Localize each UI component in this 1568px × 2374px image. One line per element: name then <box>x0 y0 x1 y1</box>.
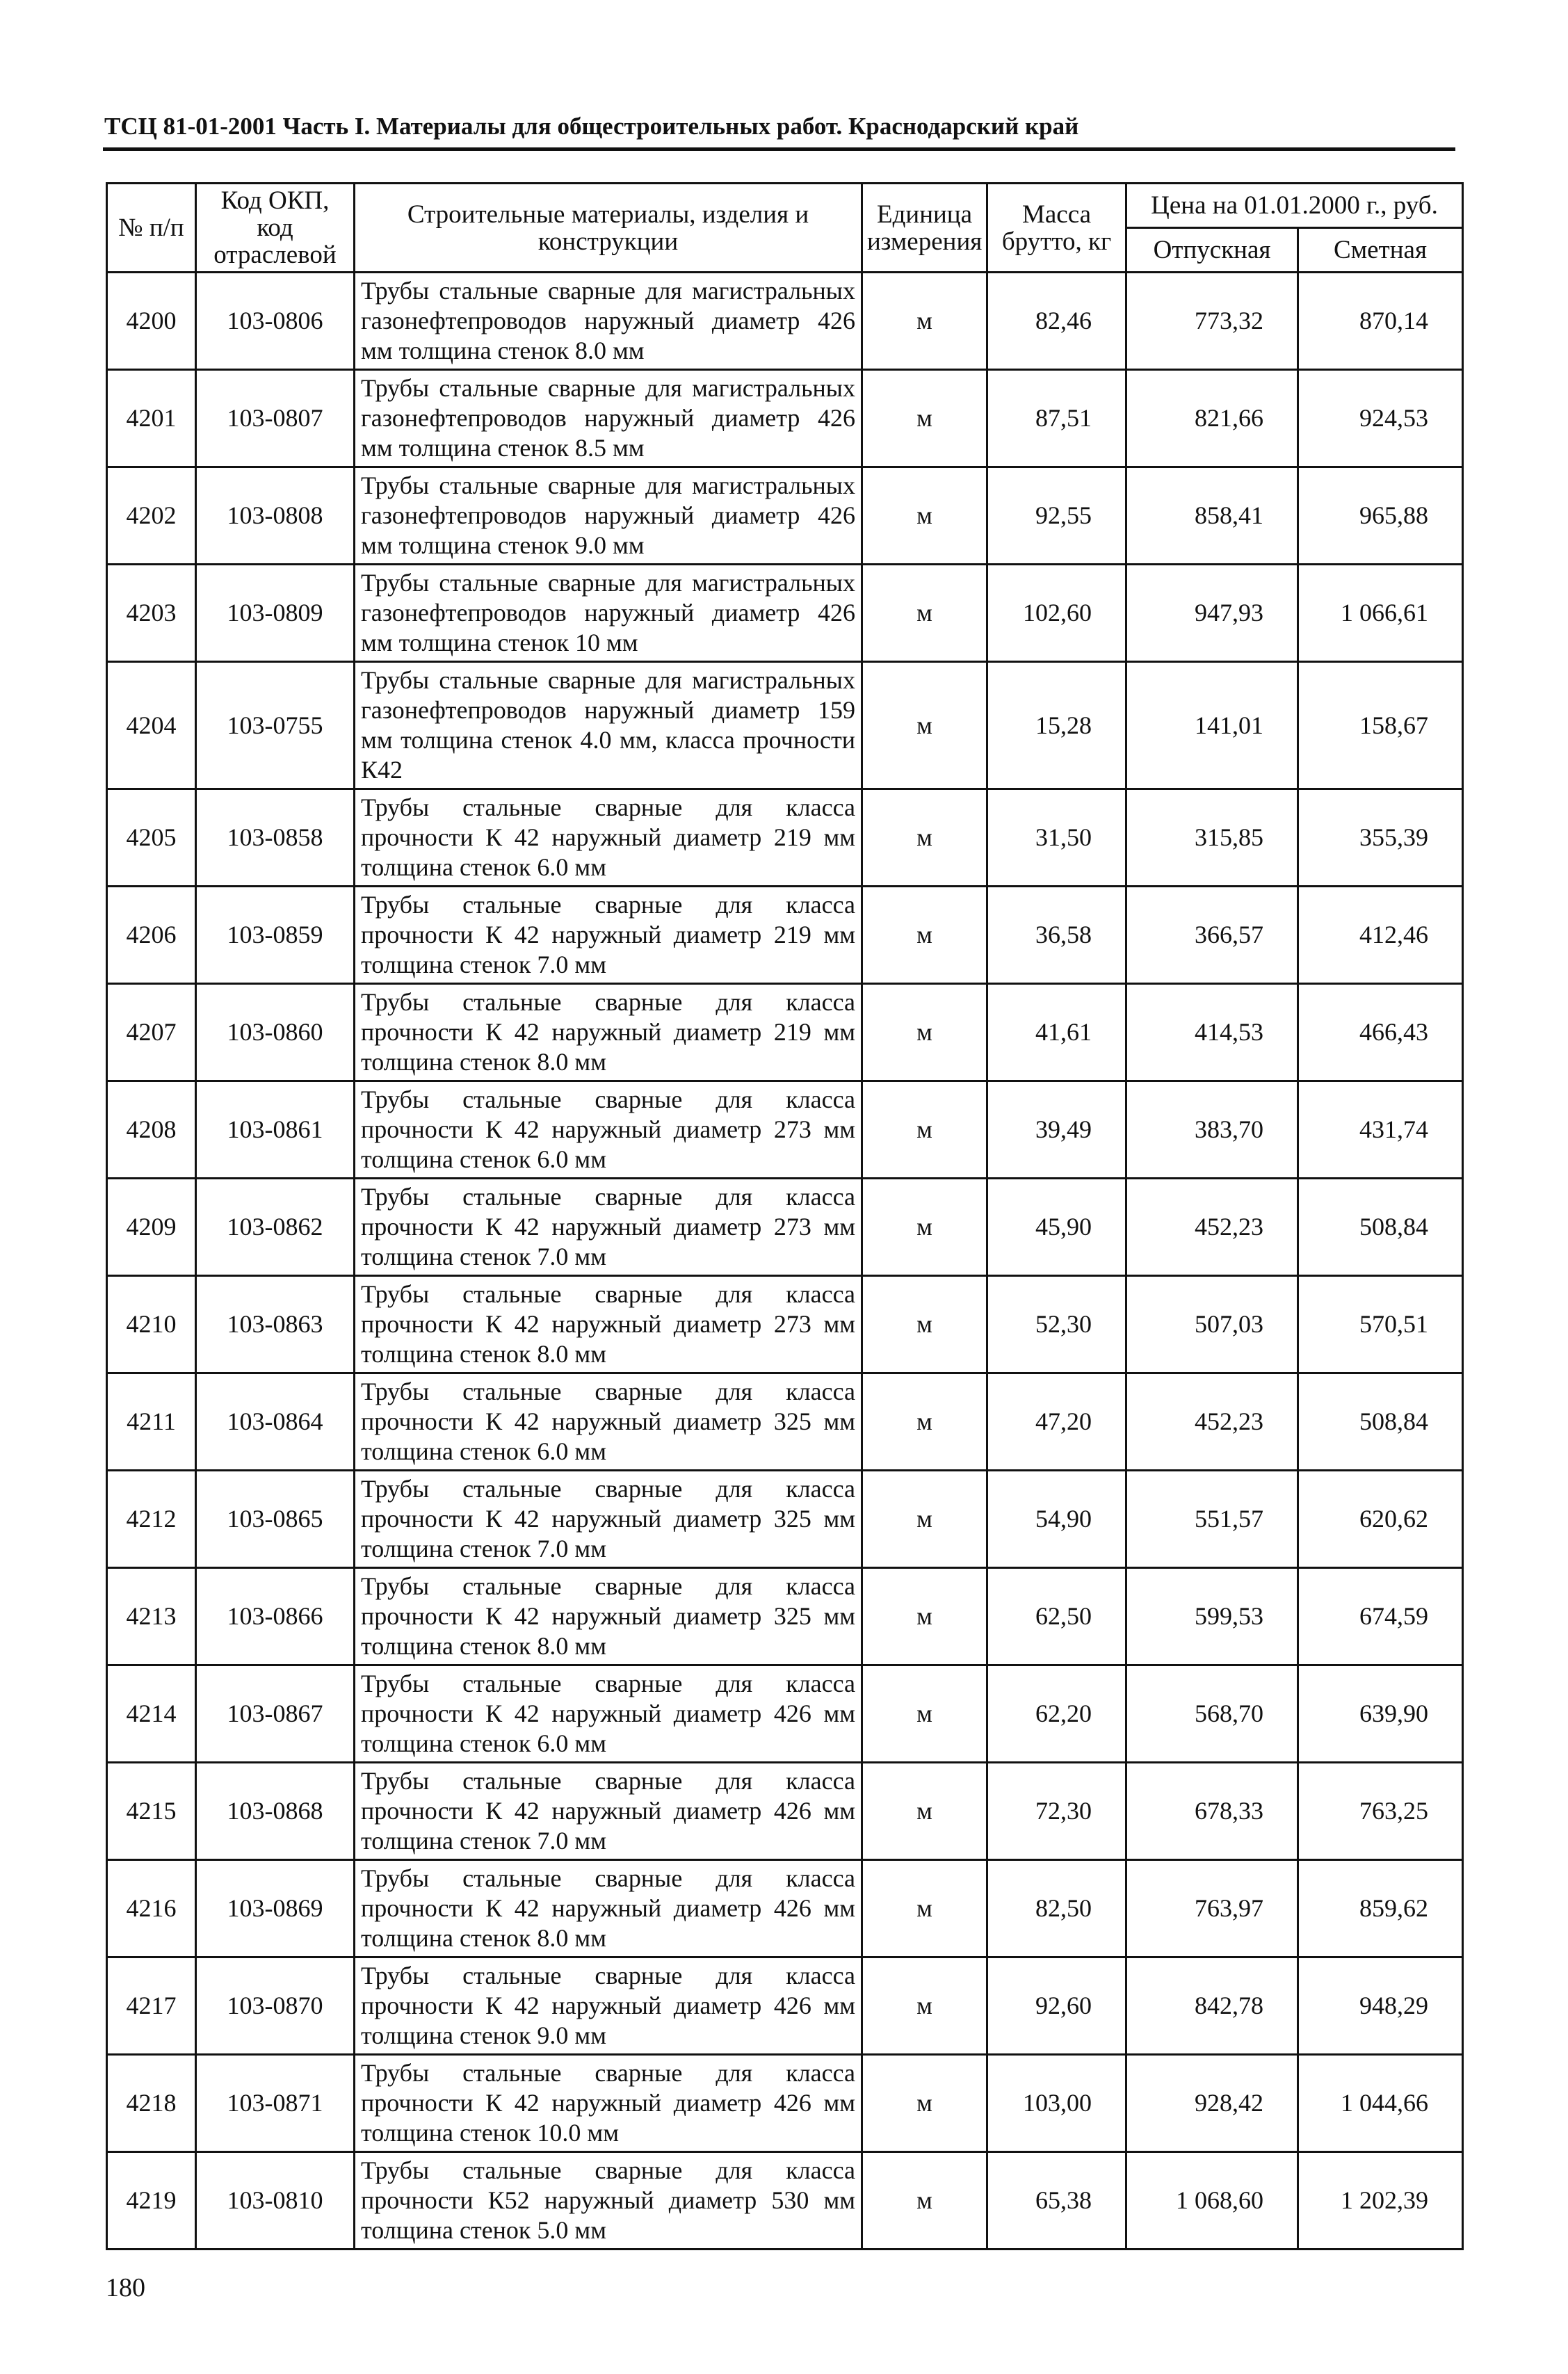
cell-price-estimate: 508,84 <box>1298 1179 1463 1276</box>
price-table <box>106 182 1464 2250</box>
cell-unit: м <box>862 1081 987 1179</box>
col-header-num: № п/п <box>107 184 196 273</box>
cell-price-release: 568,70 <box>1126 1665 1298 1763</box>
cell-price-release: 842,78 <box>1126 1957 1298 2055</box>
cell-num: 4206 <box>107 887 196 984</box>
cell-price-release: 599,53 <box>1126 1568 1298 1665</box>
cell-code: 103-0807 <box>196 370 355 467</box>
cell-price-release: 507,03 <box>1126 1276 1298 1373</box>
table-row <box>107 1471 1463 1568</box>
col-header-price-estimate: Сметная <box>1298 228 1463 273</box>
cell-code: 103-0860 <box>196 984 355 1081</box>
cell-num: 4211 <box>107 1373 196 1471</box>
cell-num: 4218 <box>107 2055 196 2152</box>
cell-num: 4219 <box>107 2152 196 2250</box>
cell-num: 4203 <box>107 565 196 662</box>
cell-code: 103-0808 <box>196 467 355 565</box>
cell-price-estimate: 570,51 <box>1298 1276 1463 1373</box>
table-row <box>107 1957 1463 2055</box>
cell-price-estimate: 948,29 <box>1298 1957 1463 2055</box>
cell-price-estimate: 412,46 <box>1298 887 1463 984</box>
cell-code: 103-0861 <box>196 1081 355 1179</box>
table-row <box>107 2055 1463 2152</box>
col-header-unit: Единица измерения <box>862 184 987 273</box>
page-header: ТСЦ 81-01-2001 Часть I. Материалы для общестроительных работ. Краснодарский край <box>104 113 1079 140</box>
cell-name: Трубы стальные сварные для класса прочности К 42 наружный диаметр 273 мм толщина стенок 7.0 мм <box>355 1179 862 1276</box>
cell-mass: 54,90 <box>987 1471 1126 1568</box>
cell-price-release: 366,57 <box>1126 887 1298 984</box>
cell-price-estimate: 355,39 <box>1298 789 1463 887</box>
cell-code: 103-0859 <box>196 887 355 984</box>
cell-price-estimate: 1 202,39 <box>1298 2152 1463 2250</box>
cell-price-estimate: 965,88 <box>1298 467 1463 565</box>
cell-num: 4214 <box>107 1665 196 1763</box>
cell-name: Трубы стальные сварные для класса прочности К 42 наружный диаметр 273 мм толщина стенок 8.0 мм <box>355 1276 862 1373</box>
cell-price-estimate: 639,90 <box>1298 1665 1463 1763</box>
cell-unit: м <box>862 1763 987 1860</box>
cell-unit: м <box>862 1568 987 1665</box>
cell-price-release: 551,57 <box>1126 1471 1298 1568</box>
table-row <box>107 1081 1463 1179</box>
page-number: 180 <box>106 2273 145 2302</box>
cell-mass: 62,50 <box>987 1568 1126 1665</box>
cell-num: 4205 <box>107 789 196 887</box>
cell-name: Трубы стальные сварные для магистральных газонефтепроводов наружный диаметр 159 мм толщина стенок 4.0 мм, класса прочности К42 <box>355 662 862 789</box>
table-body <box>107 273 1463 2250</box>
col-header-price-release: Отпускная <box>1126 228 1298 273</box>
cell-name: Трубы стальные сварные для магистральных газонефтепроводов наружный диаметр 426 мм толщина стенок 10 мм <box>355 565 862 662</box>
cell-price-estimate: 1 066,61 <box>1298 565 1463 662</box>
col-header-code: Код ОКП, код отраслевой <box>196 184 355 273</box>
cell-name: Трубы стальные сварные для класса прочности К 42 наружный диаметр 426 мм толщина стенок 7.0 мм <box>355 1763 862 1860</box>
cell-num: 4204 <box>107 662 196 789</box>
cell-unit: м <box>862 1276 987 1373</box>
table-row <box>107 273 1463 370</box>
cell-unit: м <box>862 565 987 662</box>
table-row <box>107 1763 1463 1860</box>
cell-unit: м <box>862 1471 987 1568</box>
cell-name: Трубы стальные сварные для магистральных газонефтепроводов наружный диаметр 426 мм толщина стенок 8.5 мм <box>355 370 862 467</box>
cell-name: Трубы стальные сварные для магистральных газонефтепроводов наружный диаметр 426 мм толщина стенок 9.0 мм <box>355 467 862 565</box>
cell-unit: м <box>862 1179 987 1276</box>
cell-num: 4213 <box>107 1568 196 1665</box>
cell-num: 4209 <box>107 1179 196 1276</box>
cell-price-release: 678,33 <box>1126 1763 1298 1860</box>
cell-name: Трубы стальные сварные для класса прочности К 42 наружный диаметр 426 мм толщина стенок 8.0 мм <box>355 1860 862 1957</box>
cell-price-estimate: 466,43 <box>1298 984 1463 1081</box>
cell-mass: 39,49 <box>987 1081 1126 1179</box>
cell-unit: м <box>862 984 987 1081</box>
cell-price-release: 773,32 <box>1126 273 1298 370</box>
cell-name: Трубы стальные сварные для класса прочности К 42 наружный диаметр 273 мм толщина стенок 6.0 мм <box>355 1081 862 1179</box>
cell-price-estimate: 763,25 <box>1298 1763 1463 1860</box>
cell-unit: м <box>862 273 987 370</box>
table-row <box>107 1665 1463 1763</box>
cell-unit: м <box>862 2152 987 2250</box>
cell-unit: м <box>862 2055 987 2152</box>
cell-num: 4210 <box>107 1276 196 1373</box>
cell-name: Трубы стальные сварные для магистральных газонефтепроводов наружный диаметр 426 мм толщина стенок 8.0 мм <box>355 273 862 370</box>
cell-num: 4215 <box>107 1763 196 1860</box>
cell-mass: 41,61 <box>987 984 1126 1081</box>
table-row <box>107 887 1463 984</box>
cell-mass: 82,46 <box>987 273 1126 370</box>
cell-num: 4208 <box>107 1081 196 1179</box>
table-row <box>107 1179 1463 1276</box>
col-header-name: Строительные материалы, изделия и конструкции <box>355 184 862 273</box>
cell-num: 4217 <box>107 1957 196 2055</box>
cell-unit: м <box>862 789 987 887</box>
cell-price-release: 315,85 <box>1126 789 1298 887</box>
table-row <box>107 1568 1463 1665</box>
col-header-mass: Масса брутто, кг <box>987 184 1126 273</box>
cell-code: 103-0867 <box>196 1665 355 1763</box>
cell-price-estimate: 924,53 <box>1298 370 1463 467</box>
cell-mass: 62,20 <box>987 1665 1126 1763</box>
cell-mass: 87,51 <box>987 370 1126 467</box>
cell-code: 103-0871 <box>196 2055 355 2152</box>
cell-mass: 31,50 <box>987 789 1126 887</box>
cell-mass: 47,20 <box>987 1373 1126 1471</box>
cell-code: 103-0858 <box>196 789 355 887</box>
cell-name: Трубы стальные сварные для класса прочности К 42 наружный диаметр 219 мм толщина стенок 6.0 мм <box>355 789 862 887</box>
cell-code: 103-0865 <box>196 1471 355 1568</box>
cell-name: Трубы стальные сварные для класса прочности К 42 наружный диаметр 426 мм толщина стенок 6.0 мм <box>355 1665 862 1763</box>
cell-code: 103-0868 <box>196 1763 355 1860</box>
cell-price-estimate: 620,62 <box>1298 1471 1463 1568</box>
cell-mass: 45,90 <box>987 1179 1126 1276</box>
cell-num: 4212 <box>107 1471 196 1568</box>
table-row <box>107 467 1463 565</box>
table-row <box>107 1276 1463 1373</box>
cell-price-estimate: 859,62 <box>1298 1860 1463 1957</box>
cell-num: 4201 <box>107 370 196 467</box>
cell-unit: м <box>862 1665 987 1763</box>
cell-mass: 65,38 <box>987 2152 1126 2250</box>
cell-unit: м <box>862 1373 987 1471</box>
cell-price-release: 928,42 <box>1126 2055 1298 2152</box>
cell-unit: м <box>862 1957 987 2055</box>
table-row <box>107 1860 1463 1957</box>
cell-name: Трубы стальные сварные для класса прочности К 42 наружный диаметр 219 мм толщина стенок 8.0 мм <box>355 984 862 1081</box>
cell-unit: м <box>862 662 987 789</box>
cell-price-release: 763,97 <box>1126 1860 1298 1957</box>
table-row <box>107 789 1463 887</box>
cell-price-estimate: 158,67 <box>1298 662 1463 789</box>
table-row <box>107 662 1463 789</box>
cell-code: 103-0866 <box>196 1568 355 1665</box>
cell-mass: 15,28 <box>987 662 1126 789</box>
cell-price-release: 452,23 <box>1126 1373 1298 1471</box>
cell-mass: 103,00 <box>987 2055 1126 2152</box>
cell-name: Трубы стальные сварные для класса прочности К 42 наружный диаметр 426 мм толщина стенок 9.0 мм <box>355 1957 862 2055</box>
cell-name: Трубы стальные сварные для класса прочности К 42 наружный диаметр 325 мм толщина стенок 6.0 мм <box>355 1373 862 1471</box>
cell-mass: 92,55 <box>987 467 1126 565</box>
cell-num: 4207 <box>107 984 196 1081</box>
cell-mass: 36,58 <box>987 887 1126 984</box>
cell-name: Трубы стальные сварные для класса прочности К 42 наружный диаметр 325 мм толщина стенок 8.0 мм <box>355 1568 862 1665</box>
cell-unit: м <box>862 467 987 565</box>
price-table-container <box>106 182 1462 2250</box>
cell-price-release: 452,23 <box>1126 1179 1298 1276</box>
cell-name: Трубы стальные сварные для класса прочности К52 наружный диаметр 530 мм толщина стенок 5.0 мм <box>355 2152 862 2250</box>
cell-num: 4202 <box>107 467 196 565</box>
cell-mass: 102,60 <box>987 565 1126 662</box>
cell-unit: м <box>862 370 987 467</box>
cell-price-estimate: 431,74 <box>1298 1081 1463 1179</box>
cell-name: Трубы стальные сварные для класса прочности К 42 наружный диаметр 219 мм толщина стенок 7.0 мм <box>355 887 862 984</box>
table-row <box>107 370 1463 467</box>
table-row <box>107 1373 1463 1471</box>
cell-price-release: 1 068,60 <box>1126 2152 1298 2250</box>
cell-unit: м <box>862 887 987 984</box>
cell-code: 103-0755 <box>196 662 355 789</box>
cell-price-estimate: 1 044,66 <box>1298 2055 1463 2152</box>
cell-code: 103-0862 <box>196 1179 355 1276</box>
cell-mass: 82,50 <box>987 1860 1126 1957</box>
cell-price-release: 383,70 <box>1126 1081 1298 1179</box>
cell-code: 103-0863 <box>196 1276 355 1373</box>
cell-code: 103-0806 <box>196 273 355 370</box>
cell-price-release: 414,53 <box>1126 984 1298 1081</box>
cell-price-release: 141,01 <box>1126 662 1298 789</box>
table-row <box>107 2152 1463 2250</box>
header-rule <box>103 147 1455 151</box>
col-header-price-group: Цена на 01.01.2000 г., руб. <box>1126 184 1463 228</box>
cell-unit: м <box>862 1860 987 1957</box>
cell-code: 103-0870 <box>196 1957 355 2055</box>
cell-price-estimate: 508,84 <box>1298 1373 1463 1471</box>
cell-price-release: 821,66 <box>1126 370 1298 467</box>
cell-code: 103-0809 <box>196 565 355 662</box>
cell-code: 103-0864 <box>196 1373 355 1471</box>
table-row <box>107 984 1463 1081</box>
cell-mass: 92,60 <box>987 1957 1126 2055</box>
cell-price-release: 947,93 <box>1126 565 1298 662</box>
cell-name: Трубы стальные сварные для класса прочности К 42 наружный диаметр 426 мм толщина стенок 10.0 мм <box>355 2055 862 2152</box>
cell-price-estimate: 674,59 <box>1298 1568 1463 1665</box>
cell-code: 103-0810 <box>196 2152 355 2250</box>
cell-price-estimate: 870,14 <box>1298 273 1463 370</box>
cell-code: 103-0869 <box>196 1860 355 1957</box>
cell-name: Трубы стальные сварные для класса прочности К 42 наружный диаметр 325 мм толщина стенок 7.0 мм <box>355 1471 862 1568</box>
cell-num: 4216 <box>107 1860 196 1957</box>
cell-price-release: 858,41 <box>1126 467 1298 565</box>
table-row <box>107 565 1463 662</box>
table-head <box>107 184 1463 273</box>
cell-num: 4200 <box>107 273 196 370</box>
cell-mass: 72,30 <box>987 1763 1126 1860</box>
cell-mass: 52,30 <box>987 1276 1126 1373</box>
